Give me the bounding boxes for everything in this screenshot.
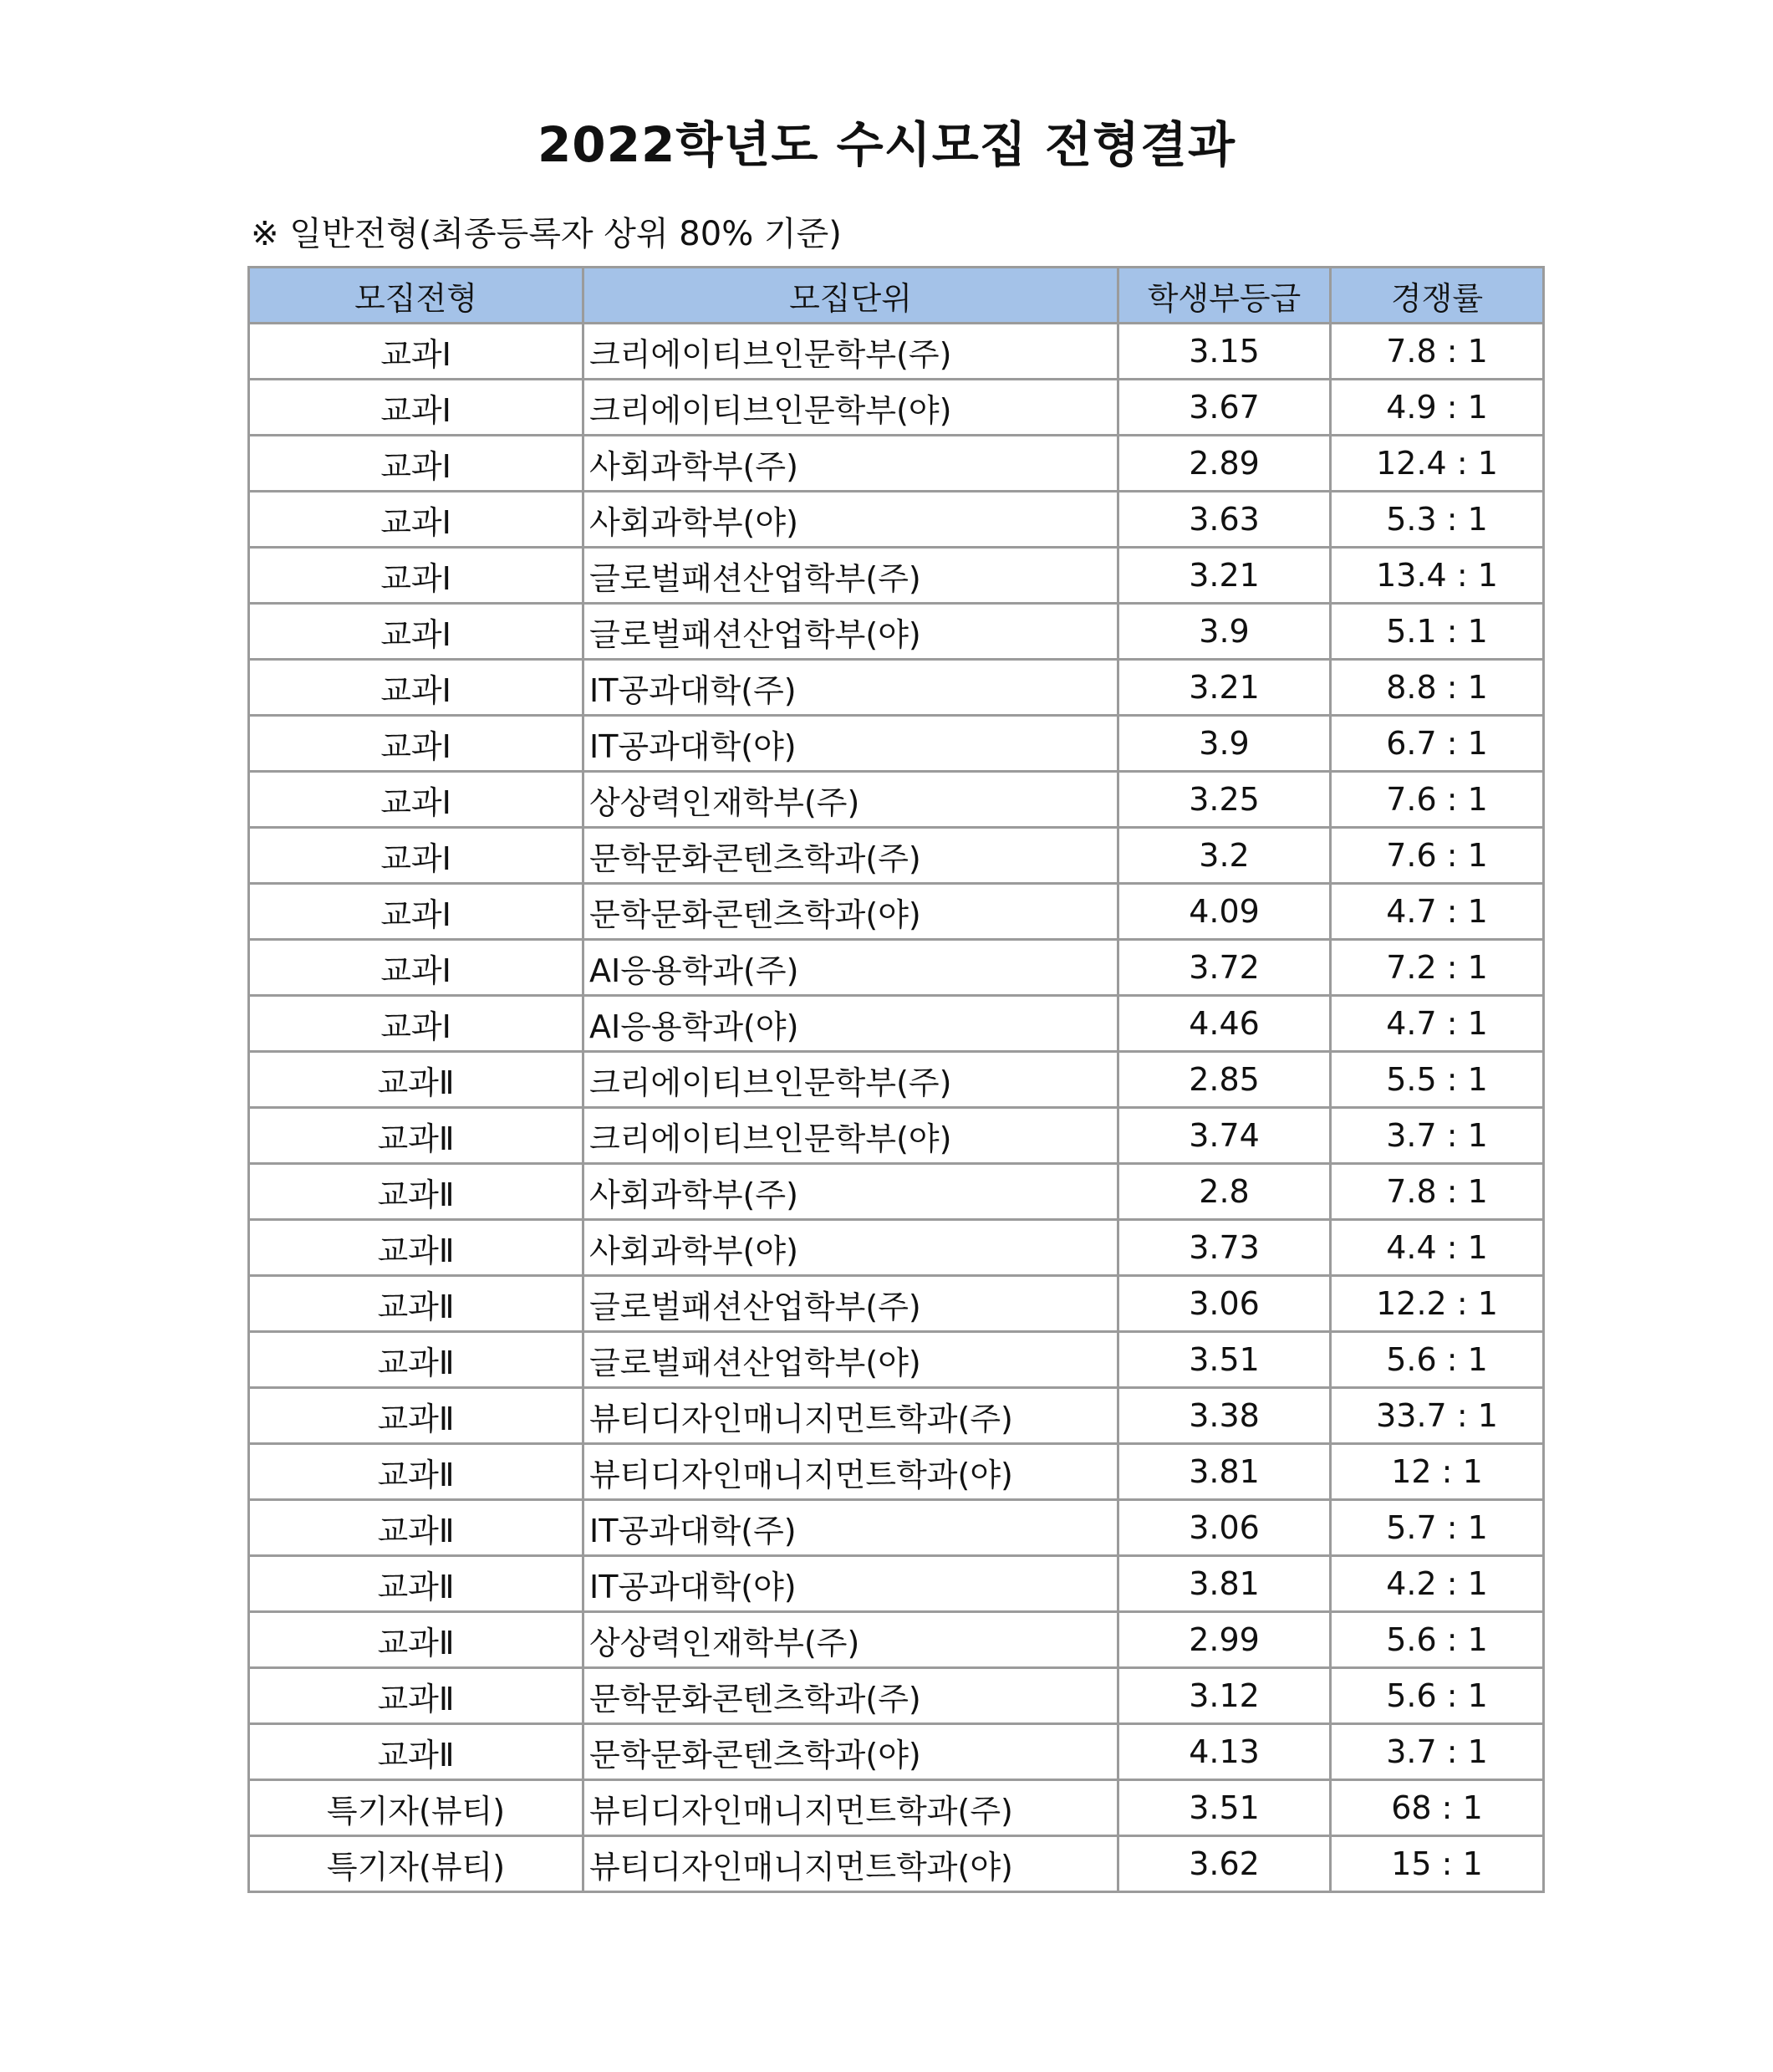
cell-admission-type: 교과Ⅰ (249, 548, 583, 604)
table-row (249, 604, 1544, 660)
table-row (249, 1444, 1544, 1500)
cell-recruitment-unit: 크리에이티브인문학부(야) (583, 380, 1118, 436)
header-grade: 학생부등급 (1118, 268, 1331, 324)
cell-admission-type: 교과Ⅰ (249, 828, 583, 884)
cell-recruitment-unit: 문학문화콘텐츠학과(주) (583, 1668, 1118, 1724)
cell-recruitment-unit: 사회과학부(야) (583, 492, 1118, 548)
cell-competition-rate: 7.8 : 1 (1331, 324, 1544, 380)
cell-admission-type: 교과Ⅱ (249, 1052, 583, 1108)
cell-grade: 3.73 (1118, 1220, 1331, 1276)
cell-admission-type: 교과Ⅱ (249, 1668, 583, 1724)
cell-grade: 4.13 (1118, 1724, 1331, 1780)
cell-grade: 3.15 (1118, 324, 1331, 380)
cell-recruitment-unit: 상상력인재학부(주) (583, 772, 1118, 828)
cell-recruitment-unit: 문학문화콘텐츠학과(야) (583, 1724, 1118, 1780)
cell-admission-type: 교과Ⅱ (249, 1500, 583, 1556)
cell-competition-rate: 12.2 : 1 (1331, 1276, 1544, 1332)
cell-competition-rate: 6.7 : 1 (1331, 716, 1544, 772)
table-row (249, 716, 1544, 772)
cell-competition-rate: 5.1 : 1 (1331, 604, 1544, 660)
cell-admission-type: 교과Ⅱ (249, 1332, 583, 1388)
cell-grade: 3.21 (1118, 548, 1331, 604)
table-row (249, 1780, 1544, 1836)
table-header-row (249, 268, 1544, 324)
cell-admission-type: 교과Ⅰ (249, 884, 583, 940)
table-row (249, 996, 1544, 1052)
cell-admission-type: 교과Ⅱ (249, 1724, 583, 1780)
cell-grade: 3.62 (1118, 1836, 1331, 1892)
cell-competition-rate: 7.6 : 1 (1331, 828, 1544, 884)
cell-admission-type: 특기자(뷰티) (249, 1836, 583, 1892)
cell-grade: 3.81 (1118, 1556, 1331, 1612)
cell-grade: 3.38 (1118, 1388, 1331, 1444)
cell-grade: 4.09 (1118, 884, 1331, 940)
cell-admission-type: 교과Ⅱ (249, 1556, 583, 1612)
table-row (249, 436, 1544, 492)
table-row (249, 1332, 1544, 1388)
cell-grade: 3.63 (1118, 492, 1331, 548)
cell-recruitment-unit: 글로벌패션산업학부(야) (583, 604, 1118, 660)
table-row (249, 1836, 1544, 1892)
cell-competition-rate: 5.6 : 1 (1331, 1332, 1544, 1388)
cell-admission-type: 특기자(뷰티) (249, 1780, 583, 1836)
table-row (249, 1612, 1544, 1668)
cell-recruitment-unit: 문학문화콘텐츠학과(야) (583, 884, 1118, 940)
cell-admission-type: 교과Ⅱ (249, 1612, 583, 1668)
cell-grade: 3.72 (1118, 940, 1331, 996)
cell-grade: 3.67 (1118, 380, 1331, 436)
table-row (249, 828, 1544, 884)
table-row (249, 1052, 1544, 1108)
table-row (249, 548, 1544, 604)
cell-grade: 3.2 (1118, 828, 1331, 884)
cell-competition-rate: 5.6 : 1 (1331, 1668, 1544, 1724)
cell-grade: 3.51 (1118, 1332, 1331, 1388)
table-row (249, 772, 1544, 828)
cell-grade: 3.12 (1118, 1668, 1331, 1724)
table-row (249, 1556, 1544, 1612)
cell-recruitment-unit: 글로벌패션산업학부(야) (583, 1332, 1118, 1388)
cell-admission-type: 교과Ⅱ (249, 1108, 583, 1164)
cell-recruitment-unit: 글로벌패션산업학부(주) (583, 1276, 1118, 1332)
cell-recruitment-unit: 크리에이티브인문학부(야) (583, 1108, 1118, 1164)
cell-competition-rate: 15 : 1 (1331, 1836, 1544, 1892)
cell-recruitment-unit: IT공과대학(주) (583, 660, 1118, 716)
cell-admission-type: 교과Ⅰ (249, 772, 583, 828)
cell-competition-rate: 68 : 1 (1331, 1780, 1544, 1836)
table-row (249, 492, 1544, 548)
cell-recruitment-unit: IT공과대학(야) (583, 716, 1118, 772)
cell-grade: 3.74 (1118, 1108, 1331, 1164)
cell-grade: 2.85 (1118, 1052, 1331, 1108)
cell-recruitment-unit: AI응용학과(주) (583, 940, 1118, 996)
cell-admission-type: 교과Ⅰ (249, 660, 583, 716)
cell-grade: 3.25 (1118, 772, 1331, 828)
cell-grade: 3.81 (1118, 1444, 1331, 1500)
cell-competition-rate: 4.2 : 1 (1331, 1556, 1544, 1612)
cell-competition-rate: 7.6 : 1 (1331, 772, 1544, 828)
table-row (249, 1164, 1544, 1220)
admission-results-table (247, 266, 1545, 1893)
cell-grade: 3.21 (1118, 660, 1331, 716)
cell-recruitment-unit: IT공과대학(주) (583, 1500, 1118, 1556)
table-row (249, 324, 1544, 380)
cell-recruitment-unit: 상상력인재학부(주) (583, 1612, 1118, 1668)
table-row (249, 1724, 1544, 1780)
cell-admission-type: 교과Ⅰ (249, 940, 583, 996)
cell-admission-type: 교과Ⅱ (249, 1276, 583, 1332)
cell-admission-type: 교과Ⅰ (249, 716, 583, 772)
cell-admission-type: 교과Ⅱ (249, 1220, 583, 1276)
cell-grade: 2.8 (1118, 1164, 1331, 1220)
cell-competition-rate: 5.3 : 1 (1331, 492, 1544, 548)
cell-recruitment-unit: 뷰티디자인매니지먼트학과(야) (583, 1444, 1118, 1500)
cell-admission-type: 교과Ⅰ (249, 604, 583, 660)
table-row (249, 1388, 1544, 1444)
table-row (249, 940, 1544, 996)
cell-recruitment-unit: 사회과학부(주) (583, 436, 1118, 492)
cell-admission-type: 교과Ⅱ (249, 1388, 583, 1444)
cell-recruitment-unit: 크리에이티브인문학부(주) (583, 324, 1118, 380)
cell-competition-rate: 8.8 : 1 (1331, 660, 1544, 716)
cell-grade: 3.51 (1118, 1780, 1331, 1836)
cell-competition-rate: 4.7 : 1 (1331, 996, 1544, 1052)
cell-competition-rate: 5.7 : 1 (1331, 1500, 1544, 1556)
table-row (249, 884, 1544, 940)
cell-grade: 3.9 (1118, 604, 1331, 660)
table-row (249, 1500, 1544, 1556)
cell-admission-type: 교과Ⅰ (249, 492, 583, 548)
page-title: 2022학년도 수시모집 전형결과 (537, 116, 1236, 173)
cell-admission-type: 교과Ⅱ (249, 1164, 583, 1220)
cell-recruitment-unit: 크리에이티브인문학부(주) (583, 1052, 1118, 1108)
table-row (249, 1108, 1544, 1164)
cell-admission-type: 교과Ⅰ (249, 436, 583, 492)
cell-recruitment-unit: 뷰티디자인매니지먼트학과(주) (583, 1388, 1118, 1444)
cell-recruitment-unit: 문학문화콘텐츠학과(주) (583, 828, 1118, 884)
cell-grade: 4.46 (1118, 996, 1331, 1052)
cell-grade: 2.89 (1118, 436, 1331, 492)
table-row (249, 660, 1544, 716)
cell-competition-rate: 4.7 : 1 (1331, 884, 1544, 940)
cell-grade: 2.99 (1118, 1612, 1331, 1668)
cell-recruitment-unit: 사회과학부(주) (583, 1164, 1118, 1220)
header-admission-type: 모집전형 (249, 268, 583, 324)
table-row (249, 380, 1544, 436)
header-recruitment-unit: 모집단위 (583, 268, 1118, 324)
cell-competition-rate: 5.5 : 1 (1331, 1052, 1544, 1108)
cell-competition-rate: 4.9 : 1 (1331, 380, 1544, 436)
table-row (249, 1276, 1544, 1332)
table-row (249, 1220, 1544, 1276)
cell-recruitment-unit: 사회과학부(야) (583, 1220, 1118, 1276)
cell-admission-type: 교과Ⅰ (249, 324, 583, 380)
cell-recruitment-unit: AI응용학과(야) (583, 996, 1118, 1052)
cell-recruitment-unit: IT공과대학(야) (583, 1556, 1118, 1612)
cell-competition-rate: 3.7 : 1 (1331, 1108, 1544, 1164)
header-competition-rate: 경쟁률 (1331, 268, 1544, 324)
cell-recruitment-unit: 글로벌패션산업학부(주) (583, 548, 1118, 604)
cell-competition-rate: 33.7 : 1 (1331, 1388, 1544, 1444)
cell-grade: 3.06 (1118, 1276, 1331, 1332)
table-row (249, 1668, 1544, 1724)
cell-admission-type: 교과Ⅰ (249, 996, 583, 1052)
cell-competition-rate: 4.4 : 1 (1331, 1220, 1544, 1276)
cell-recruitment-unit: 뷰티디자인매니지먼트학과(주) (583, 1780, 1118, 1836)
table-body (249, 324, 1544, 1892)
cell-competition-rate: 12 : 1 (1331, 1444, 1544, 1500)
cell-admission-type: 교과Ⅰ (249, 380, 583, 436)
cell-competition-rate: 7.8 : 1 (1331, 1164, 1544, 1220)
cell-competition-rate: 13.4 : 1 (1331, 548, 1544, 604)
cell-competition-rate: 5.6 : 1 (1331, 1612, 1544, 1668)
cell-recruitment-unit: 뷰티디자인매니지먼트학과(야) (583, 1836, 1118, 1892)
cell-admission-type: 교과Ⅱ (249, 1444, 583, 1500)
cell-competition-rate: 3.7 : 1 (1331, 1724, 1544, 1780)
cell-competition-rate: 12.4 : 1 (1331, 436, 1544, 492)
cell-competition-rate: 7.2 : 1 (1331, 940, 1544, 996)
cell-grade: 3.9 (1118, 716, 1331, 772)
criteria-note: ※ 일반전형(최종등록자 상위 80% 기준) (251, 215, 842, 253)
cell-grade: 3.06 (1118, 1500, 1331, 1556)
